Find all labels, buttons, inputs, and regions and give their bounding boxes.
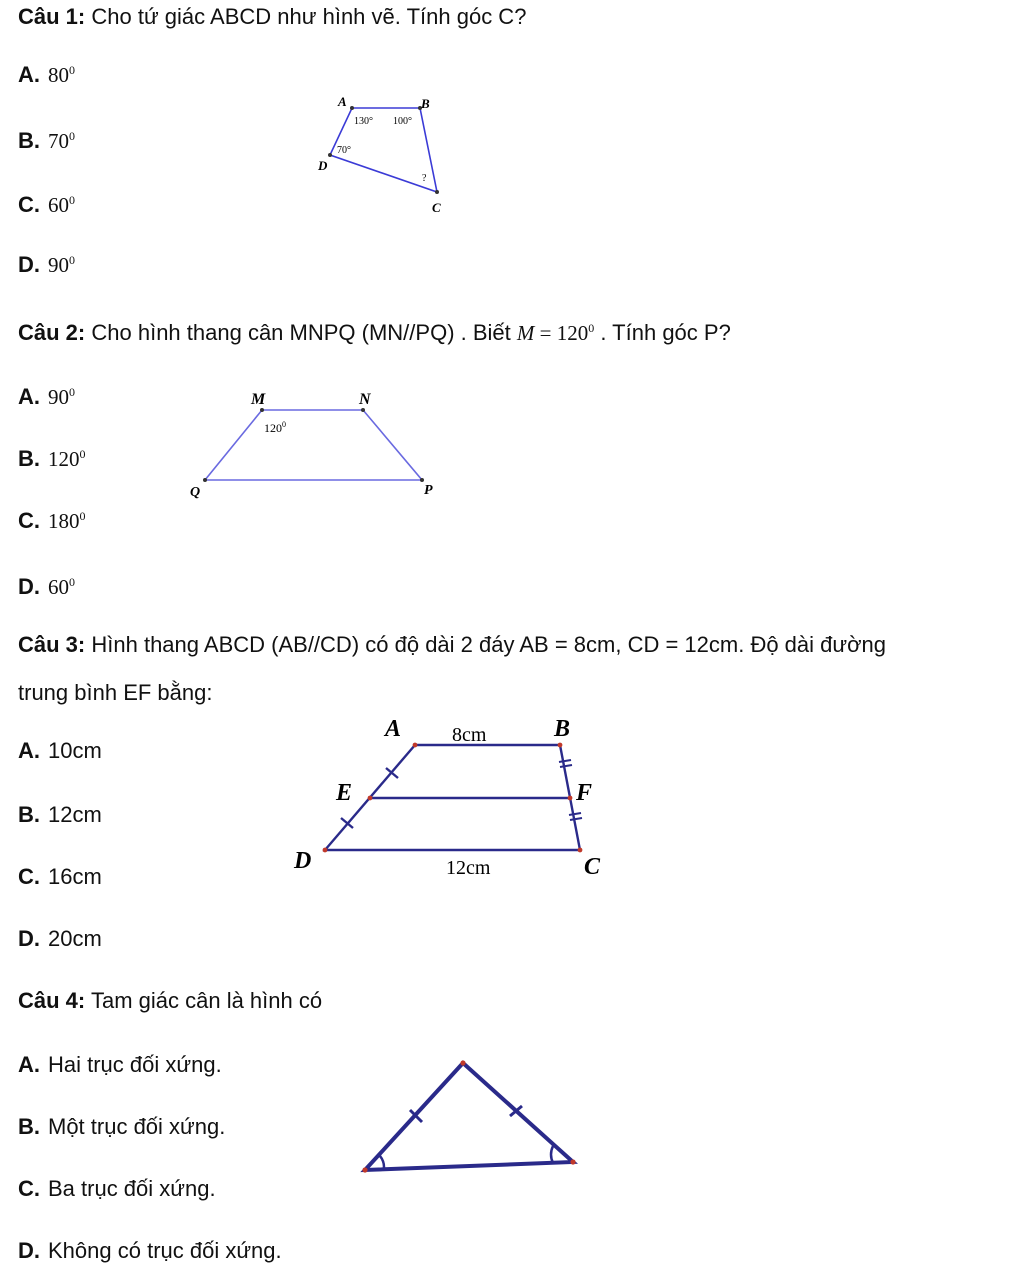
q1-option-a-sup: 0 [69,63,75,77]
q4-option-c-letter: C. [18,1176,40,1201]
question-2-label: Câu 2: [18,320,86,345]
question-3-label: Câu 3: [18,632,86,657]
q3-label-b: B [554,716,571,742]
q3-length-cd: 12cm [446,857,491,879]
q4-option-a-value: Hai trục đối xứng. [48,1052,222,1077]
q4-option-b-value: Một trục đối xứng. [48,1114,226,1139]
q1-label-c: C [432,200,441,215]
q1-angle-c: ? [422,173,427,184]
q4-option-d-value: Không có trục đối xứng. [48,1238,282,1263]
q1-option-a-letter: A. [18,62,40,87]
q1-label-d: D [318,158,328,173]
q1-label-a: A [338,94,347,109]
question-3-text-line2: trung bình EF bằng: [18,680,213,705]
q3-option-c-value: 16cm [48,864,102,889]
q2-option-c-letter: C. [18,508,40,533]
q3-option-b-value: 12cm [48,802,102,827]
q3-option-d-letter: D. [18,926,40,951]
q1-angle-a: 130° [354,116,373,127]
q4-option-b-letter: B. [18,1114,40,1139]
q1-option-b-sup: 0 [69,129,75,143]
q1-option-a-value: 80 [48,63,69,87]
isosceles-triangle-shape [365,1063,573,1170]
question-4-label: Câu 4: [18,988,86,1013]
question-2-formula-value: = 120 [539,321,589,345]
q3-option-a-value: 10cm [48,738,102,763]
point-top [460,1060,465,1065]
q2-label-p: P [424,483,433,498]
q3-option-d-value: 20cm [48,926,102,951]
q4-option-d-letter: D. [18,1238,40,1263]
q1-option-b-value: 70 [48,129,69,153]
q2-option-d-value: 60 [48,575,69,599]
question-2-text-after: . Tính góc P? [600,320,731,345]
question-3-text-line1: Hình thang ABCD (AB//CD) có độ dài 2 đáy AB = 8cm, CD = 12cm. Độ dài đường [91,632,887,657]
q3-label-c: C [584,854,601,880]
q2-option-c-value: 180 [48,509,80,533]
q2-angle-m-value: 120 [264,421,282,435]
q1-option-d-letter: D. [18,252,40,277]
q2-option-b-letter: B. [18,446,40,471]
q1-option-c-sup: 0 [69,193,75,207]
q3-option-b-letter: B. [18,802,40,827]
question-1-text: Cho tứ giác ABCD như hình vẽ. Tính góc C? [91,4,527,29]
point-right [570,1159,575,1164]
q2-label-m: M [251,391,266,408]
q3-label-e: E [336,780,353,806]
q2-option-a-value: 90 [48,385,69,409]
q2-option-d-letter: D. [18,574,40,599]
angle-mark-right [551,1146,553,1163]
q2-option-d-sup: 0 [69,575,75,589]
question-2-text-before: Cho hình thang cân MNPQ (MN//PQ) . Biết [91,320,511,345]
question-2-formula-sup: 0 [588,321,595,335]
q3-option-a-letter: A. [18,738,40,763]
q1-option-c-value: 60 [48,193,69,217]
q3-label-a: A [385,716,402,742]
q2-option-c-sup: 0 [79,509,86,523]
q2-label-n: N [359,391,371,408]
q2-option-b-sup: 0 [79,447,86,461]
q4-option-a-letter: A. [18,1052,40,1077]
q2-option-a-sup: 0 [69,385,75,399]
question-2-formula-var: M [516,321,535,345]
q3-option-c-letter: C. [18,864,40,889]
question-1-label: Câu 1: [18,4,86,29]
q4-option-c-value: Ba trục đối xứng. [48,1176,216,1201]
q3-label-d: D [294,848,312,874]
point-left [362,1167,367,1172]
question-4-text: Tam giác cân là hình có [90,988,323,1013]
q1-angle-b: 100° [393,116,412,127]
q3-length-ab: 8cm [452,724,487,746]
q2-angle-m-sup: 0 [282,420,286,429]
q2-option-a-letter: A. [18,384,40,409]
q1-angle-d: 70° [337,145,351,156]
q1-option-b-letter: B. [18,128,40,153]
angle-mark-left [380,1156,384,1168]
q1-label-b: B [421,96,430,111]
q2-label-q: Q [190,485,201,500]
q1-option-c-letter: C. [18,192,40,217]
q3-label-f: F [576,780,593,806]
q1-option-d-sup: 0 [69,253,75,267]
q2-option-b-value: 120 [48,447,80,471]
q1-option-d-value: 90 [48,253,69,277]
